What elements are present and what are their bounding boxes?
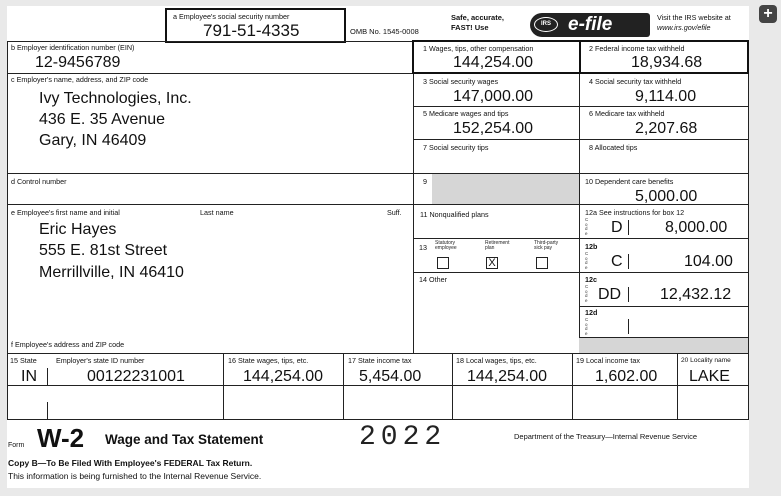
w2-form xyxy=(7,6,749,488)
employer-label: c Employer's name, address, and ZIP code xyxy=(11,75,149,84)
grid-line xyxy=(579,272,749,273)
grid-line xyxy=(579,238,749,239)
state-tax: 5,454.00 xyxy=(359,368,422,385)
employee-first-label: e Employee's first name and initial xyxy=(11,208,120,217)
statutory-label: Statutory employee xyxy=(435,240,457,251)
visit-line1: Visit the IRS website at xyxy=(657,13,731,22)
box13-label: 13 xyxy=(419,243,427,252)
grid-line xyxy=(677,353,678,419)
grid-line xyxy=(579,306,749,307)
locality-name: LAKE xyxy=(689,368,730,385)
employee-suff-label: Suff. xyxy=(387,208,402,217)
box12c-code: DD xyxy=(598,286,622,303)
state-id: 00122231001 xyxy=(87,368,185,385)
box12b-code: C xyxy=(611,253,623,270)
grid-line xyxy=(748,41,749,419)
box18-label: 18 Local wages, tips, etc. xyxy=(456,356,537,365)
ssn-value: 791-51-4335 xyxy=(203,21,300,40)
box12a-label: 12a See instructions for box 12 xyxy=(585,208,685,217)
visit-line2: www.irs.gov/efile xyxy=(657,23,711,32)
form-year: 2022 xyxy=(359,422,447,453)
grid-line xyxy=(413,204,749,205)
grid-line xyxy=(7,204,413,205)
efile-text: e-file xyxy=(568,14,613,35)
copy-b: Copy B—To Be Filed With Employee's FEDERAL Tax Return. xyxy=(8,458,253,468)
box5-value: 152,254.00 xyxy=(453,120,534,137)
box1-label: 1 Wages, tips, other compensation xyxy=(423,44,534,53)
ein-value: 12-9456789 xyxy=(35,54,121,71)
efile-logo xyxy=(530,13,650,37)
grid-line xyxy=(413,272,579,273)
form-word: Form xyxy=(8,442,25,449)
box6-value: 2,207.68 xyxy=(635,120,698,137)
box3-value: 147,000.00 xyxy=(453,88,534,105)
grid-line xyxy=(7,353,749,354)
thirdparty-label: Third-party sick pay xyxy=(534,240,559,251)
employee-addr2: Merrillville, IN 46410 xyxy=(39,264,184,281)
omb-number: OMB No. 1545-0008 xyxy=(350,27,419,36)
safe-line1: Safe, accurate, xyxy=(451,13,504,22)
grid-line xyxy=(413,139,749,140)
irs-seal-icon: IRS xyxy=(534,17,558,32)
employee-address-label: f Employee's address and ZIP code xyxy=(11,340,125,349)
grid-line xyxy=(572,353,573,419)
box8-label: 8 Allocated tips xyxy=(589,143,638,152)
thirdparty-checkbox[interactable] xyxy=(536,257,548,269)
code-vertical-c: C o d e xyxy=(585,284,589,303)
box7-label: 7 Social security tips xyxy=(423,143,489,152)
box5-label: 5 Medicare wages and tips xyxy=(423,109,509,118)
grid-line xyxy=(413,238,579,239)
box12b-num: 12b xyxy=(585,242,598,251)
box12a-code: D xyxy=(611,219,623,236)
code-vertical-b: C o d e xyxy=(585,251,589,270)
grid-line xyxy=(47,402,48,419)
local-tax: 1,602.00 xyxy=(595,368,658,385)
state-divider xyxy=(47,368,48,385)
ssn-label: a Employee's social security number xyxy=(173,12,290,21)
state-wages: 144,254.00 xyxy=(243,368,324,385)
box19-label: 19 Local income tax xyxy=(576,356,640,365)
box12c-value: 12,432.12 xyxy=(660,286,732,303)
box15-id-label: Employer's state ID number xyxy=(56,356,145,365)
box10-label: 10 Dependent care benefits xyxy=(585,177,674,186)
box6-label: 6 Medicare tax withheld xyxy=(589,109,665,118)
form-title: Wage and Tax Statement xyxy=(105,432,264,447)
employee-name: Eric Hayes xyxy=(39,221,117,238)
grid-line xyxy=(452,353,453,419)
control-label: d Control number xyxy=(11,177,67,186)
box12c-divider xyxy=(628,287,629,302)
box12a-divider xyxy=(628,220,629,235)
box15-label: 15 State xyxy=(10,356,37,365)
grid-line xyxy=(7,385,749,386)
safe-line2: FAST! Use xyxy=(451,23,489,32)
box20-label: 20 Locality name xyxy=(681,357,731,364)
box12b-divider xyxy=(628,254,629,269)
grid-line xyxy=(223,353,224,419)
statutory-checkbox[interactable] xyxy=(437,257,449,269)
box9-shade xyxy=(432,174,579,204)
box2-label: 2 Federal income tax withheld xyxy=(589,44,685,53)
grid-line xyxy=(7,173,413,174)
grid-line xyxy=(7,41,8,419)
code-vertical-d: C o d e xyxy=(585,317,589,336)
treasury-dept: Department of the Treasury—Internal Revenue Service xyxy=(514,432,698,441)
box12d-num: 12d xyxy=(585,308,598,317)
box1-value: 144,254.00 xyxy=(453,54,534,71)
box4-value: 9,114.00 xyxy=(635,88,697,105)
local-wages: 144,254.00 xyxy=(467,368,548,385)
box12d-divider xyxy=(628,319,629,334)
box10-value: 5,000.00 xyxy=(635,188,698,205)
box16-label: 16 State wages, tips, etc. xyxy=(228,356,309,365)
employer-name: Ivy Technologies, Inc. xyxy=(39,90,192,107)
grid-line xyxy=(413,106,749,107)
employer-addr1: 436 E. 35 Avenue xyxy=(39,111,166,128)
grid-line xyxy=(7,73,413,74)
add-icon[interactable]: + xyxy=(759,5,777,23)
irs-info: This information is being furnished to the Internal Revenue Service. xyxy=(8,471,262,481)
box12c-num: 12c xyxy=(585,275,597,284)
box14-label: 14 Other xyxy=(419,275,447,284)
ein-label: b Employer identification number (EIN) xyxy=(11,43,135,52)
employee-addr1: 555 E. 81st Street xyxy=(39,242,168,259)
box12-bottom-shade xyxy=(579,338,748,353)
grid-line xyxy=(7,419,749,420)
box3-label: 3 Social security wages xyxy=(423,77,499,86)
grid-line xyxy=(579,41,580,353)
employer-addr2: Gary, IN 46409 xyxy=(39,132,147,149)
box2-value: 18,934.68 xyxy=(631,54,703,71)
retirement-checkbox[interactable]: X xyxy=(486,257,498,269)
retirement-label: Retirement plan xyxy=(485,240,510,251)
form-w2: W-2 xyxy=(37,423,85,453)
box12b-value: 104.00 xyxy=(684,253,733,270)
box4-label: 4 Social security tax withheld xyxy=(589,77,682,86)
state-code: IN xyxy=(21,368,37,385)
employee-last-label: Last name xyxy=(200,208,234,217)
code-vertical-a: C o d e xyxy=(585,217,589,236)
grid-line xyxy=(343,353,344,419)
box11-label: 11 Nonqualified plans xyxy=(420,210,489,219)
grid-line xyxy=(413,41,414,353)
box9-label: 9 xyxy=(423,177,427,186)
box17-label: 17 State income tax xyxy=(348,356,412,365)
box12a-value: 8,000.00 xyxy=(665,219,728,236)
